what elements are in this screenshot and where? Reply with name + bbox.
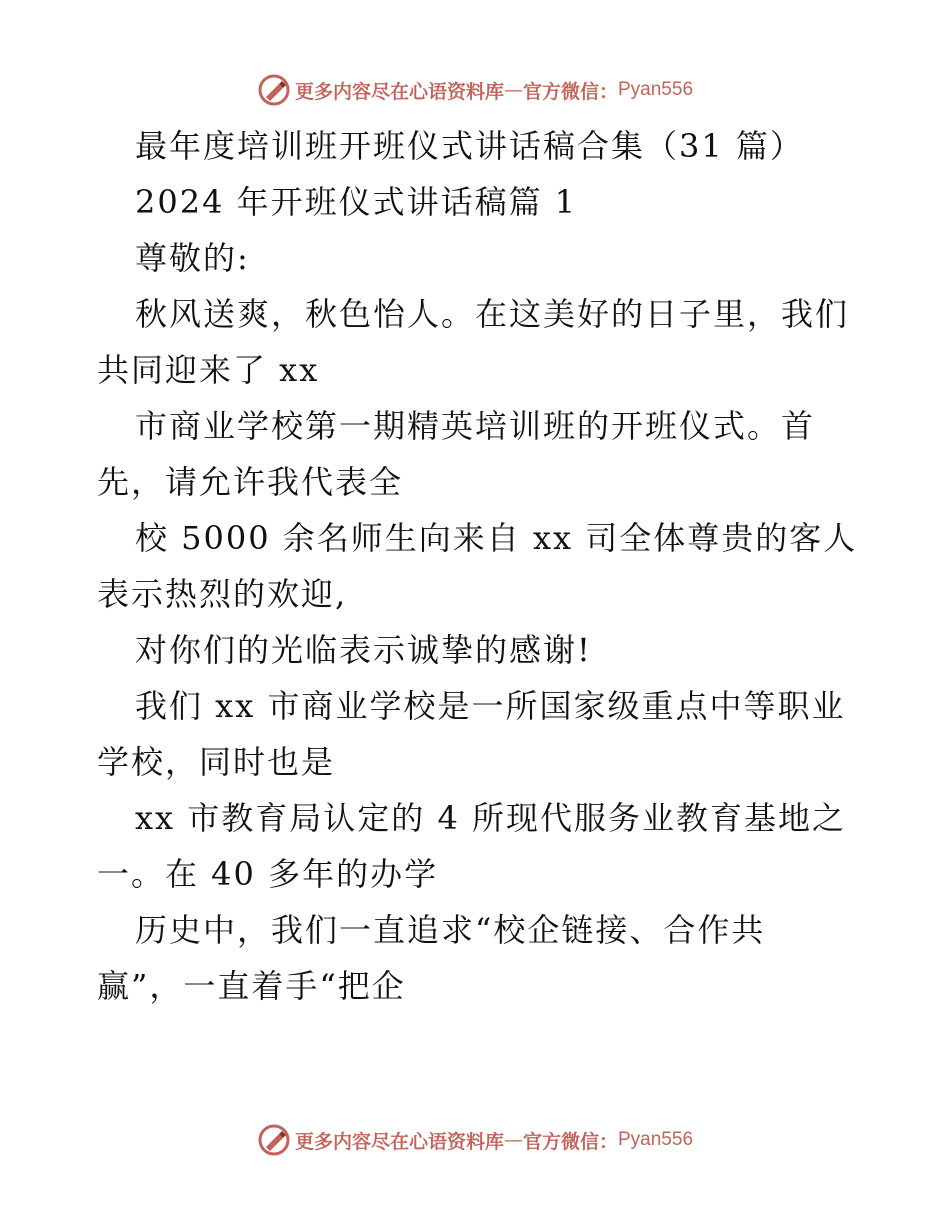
text-line: 先，请允许我代表全 bbox=[97, 463, 404, 501]
text-line: 我们 xx 市商业学校是一所国家级重点中等职业 bbox=[135, 687, 846, 725]
text-line: 赢”，一直着手“把企 bbox=[97, 967, 406, 1005]
footer-banner bbox=[0, 1120, 950, 1160]
text-line: 表示热烈的欢迎, bbox=[97, 575, 348, 613]
document-body bbox=[97, 118, 857, 1014]
text-line: 一。在 40 多年的办学 bbox=[97, 855, 439, 893]
text-line: 共同迎来了 xx bbox=[97, 351, 320, 389]
footer-banner-contact: 官方微信： bbox=[522, 1130, 618, 1153]
text-line: 学校，同时也是 bbox=[97, 743, 336, 781]
text-line: 对你们的光临表示诚挚的感谢! bbox=[135, 631, 592, 669]
salutation: 尊敬的: bbox=[135, 239, 250, 277]
footer-banner-text: 更多内容尽在心语资料库 bbox=[294, 1130, 504, 1153]
text-line: xx 市教育局认定的 4 所现代服务业教育基地之 bbox=[135, 799, 846, 837]
footer-banner-separator: — bbox=[503, 1129, 523, 1151]
document-title: 最年度培训班开班仪式讲话稿合集（31 篇） bbox=[135, 127, 804, 165]
pen-logo-icon bbox=[257, 73, 291, 107]
header-banner-id: Pyan556 bbox=[618, 79, 694, 100]
text-line: 秋风送爽，秋色怡人。在这美好的日子里，我们 bbox=[135, 295, 850, 333]
footer-banner-id: Pyan556 bbox=[618, 1129, 694, 1150]
text-line: 历史中，我们一直追求“校企链接、合作共 bbox=[135, 911, 766, 949]
header-banner-text: 更多内容尽在心语资料库 bbox=[294, 80, 504, 103]
text-line: 市商业学校第一期精英培训班的开班仪式。首 bbox=[135, 407, 816, 445]
pen-logo-icon bbox=[257, 1123, 291, 1157]
section-heading: 2024 年开班仪式讲话稿篇 1 bbox=[135, 183, 578, 221]
header-banner-separator: — bbox=[503, 79, 523, 101]
text-line: 校 5000 余名师生向来自 xx 司全体尊贵的客人 bbox=[135, 519, 858, 557]
header-banner-contact: 官方微信： bbox=[522, 80, 618, 103]
header-banner bbox=[0, 70, 950, 110]
